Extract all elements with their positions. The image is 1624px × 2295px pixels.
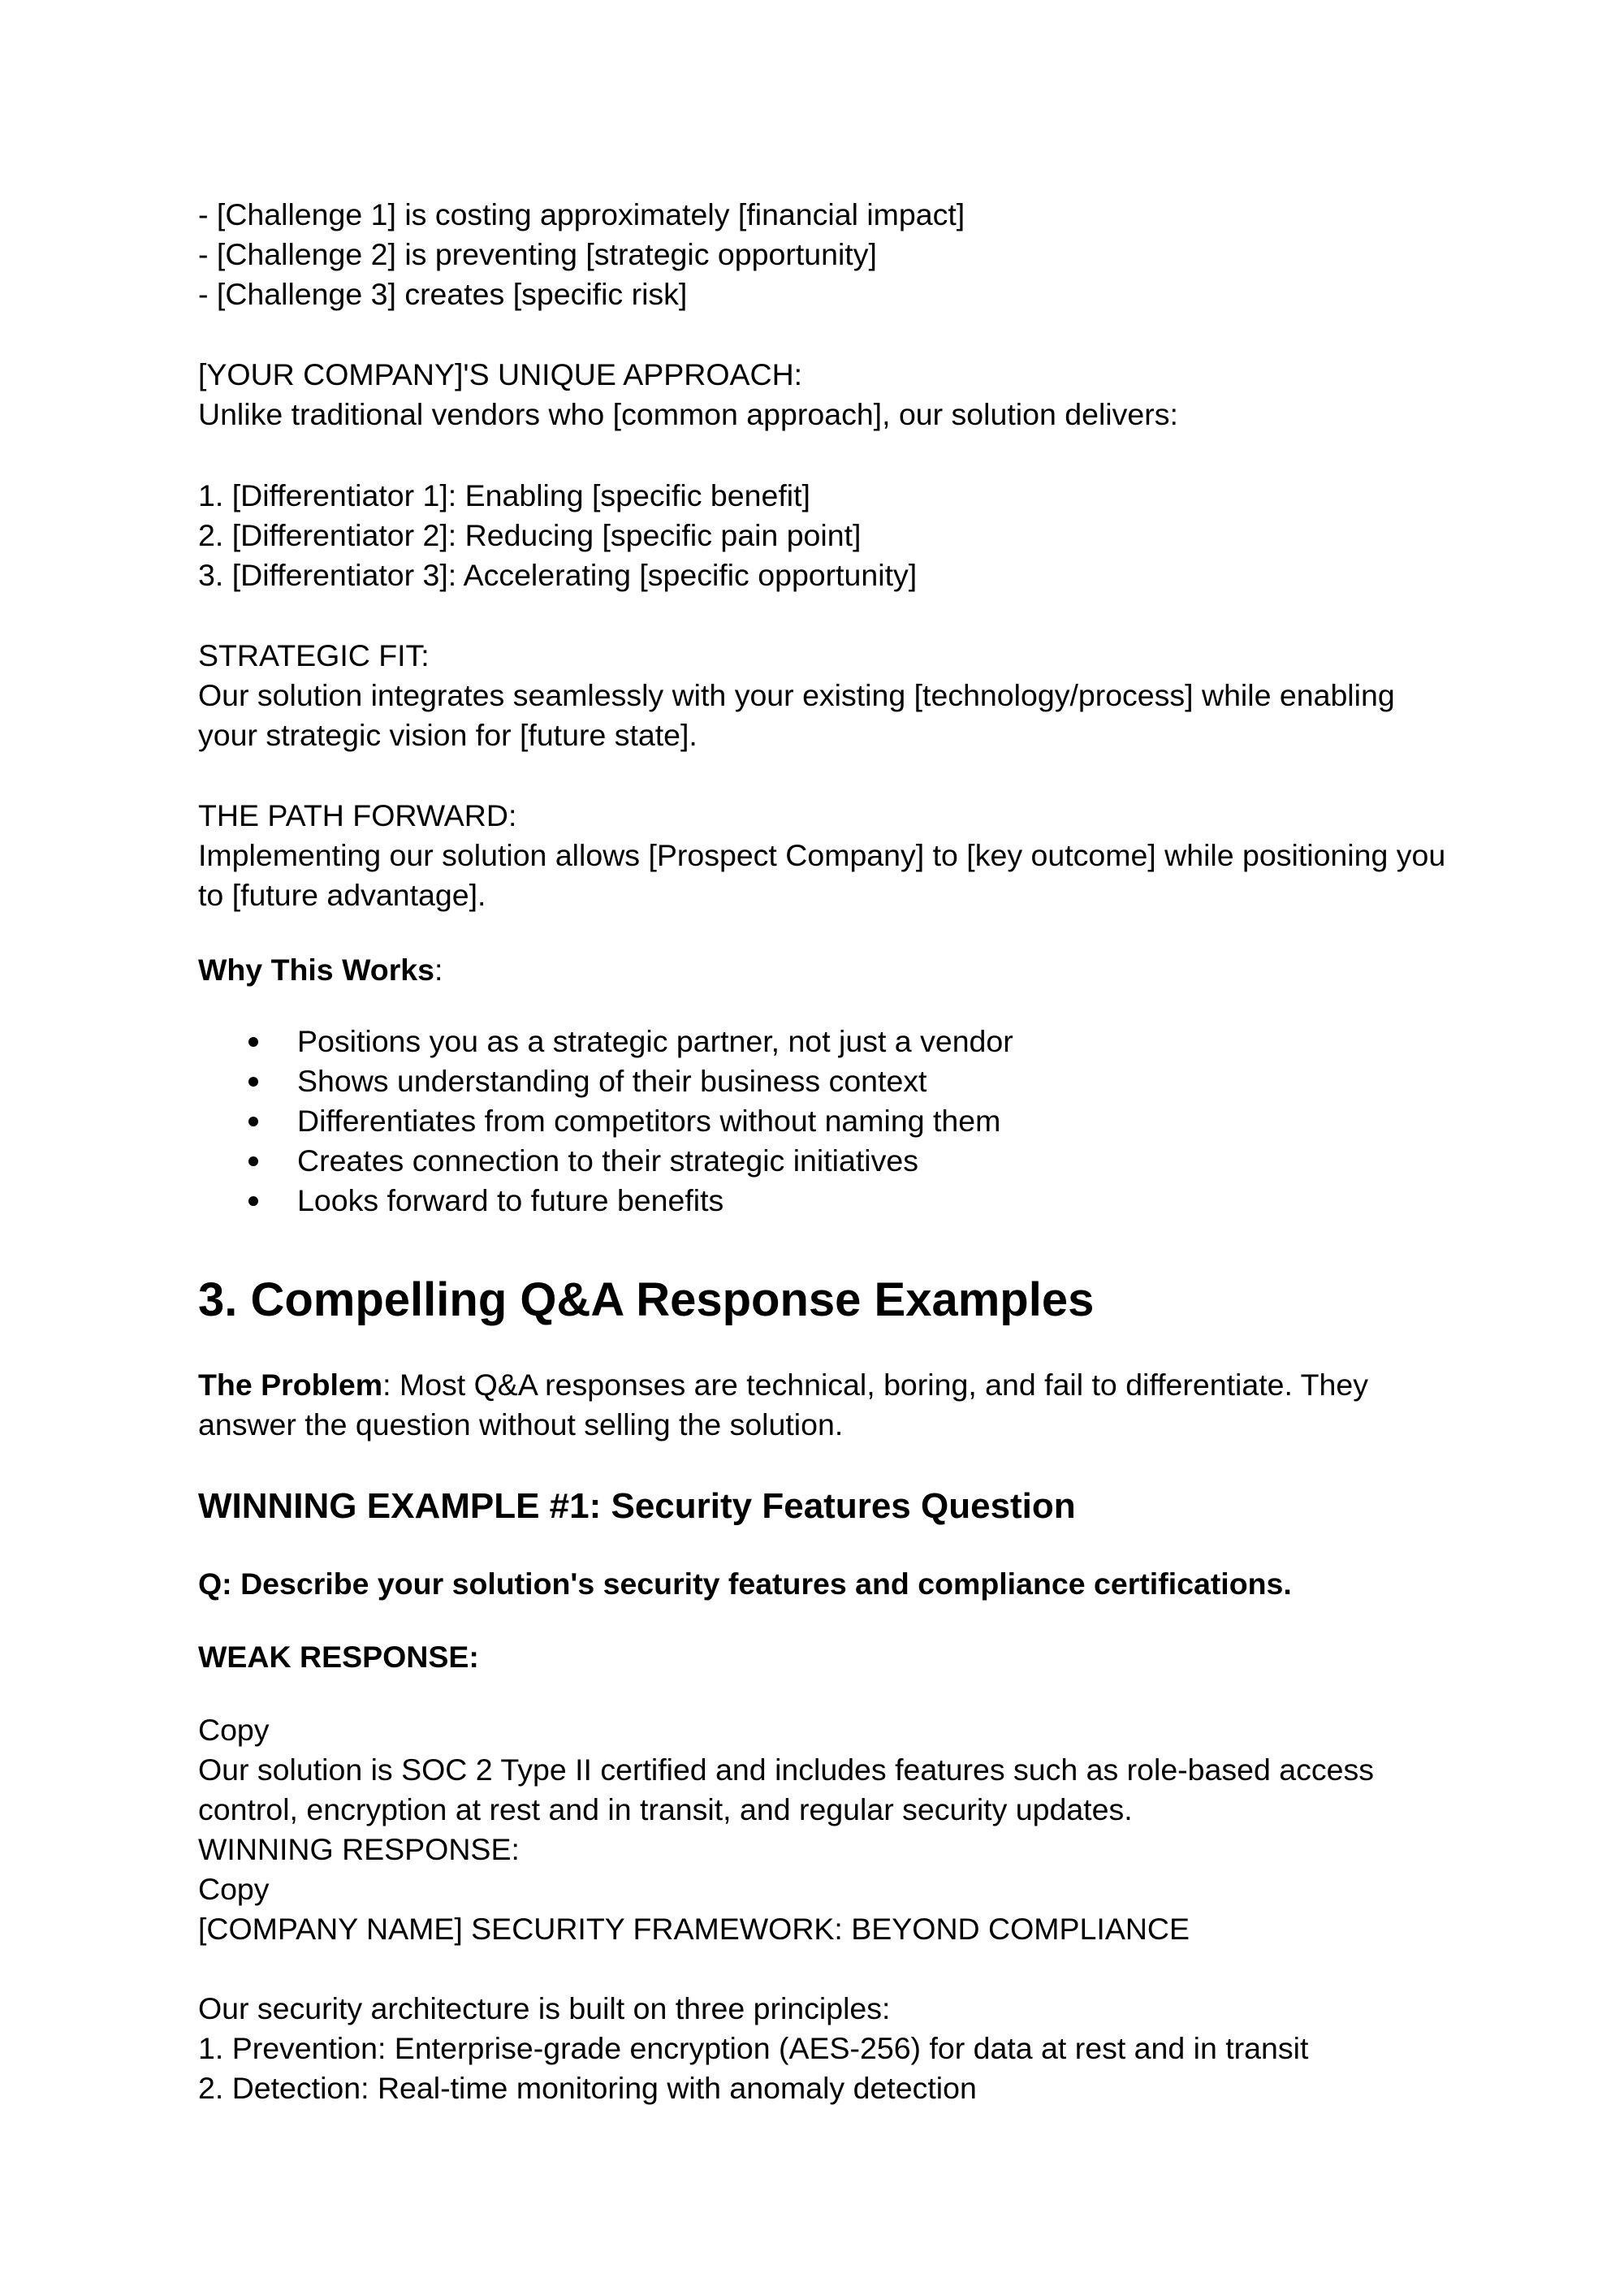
- bullet-icon: [248, 1196, 258, 1206]
- list-item-text: Looks forward to future benefits: [297, 1183, 724, 1217]
- approach-intro: Unlike traditional vendors who [common approach], our solution delivers:: [198, 397, 1178, 431]
- differentiator-item: 3. [Differentiator 3]: Accelerating [specific opportunity]: [198, 558, 918, 592]
- strategic-fit-heading: STRATEGIC FIT:: [198, 638, 430, 672]
- challenge-line: - [Challenge 1] is costing approximately [financial impact]: [198, 197, 965, 231]
- problem-text: : Most Q&A responses are technical, boring, and fail to differentiate. They: [382, 1368, 1369, 1402]
- path-forward-heading: THE PATH FORWARD:: [198, 798, 517, 832]
- list-item: [198, 1141, 1497, 1181]
- list-item-text: Creates connection to their strategic initiatives: [297, 1143, 918, 1178]
- problem-label: The Problem: [198, 1368, 383, 1402]
- principles-intro: Our security architecture is built on three principles:: [198, 1991, 891, 2025]
- differentiator-list: [198, 476, 1497, 595]
- principles-block: [198, 1989, 1497, 2108]
- bullet-icon: [248, 1156, 258, 1166]
- principle-item: 2. Detection: Real-time monitoring with anomaly detection: [198, 2071, 977, 2105]
- responses-block: [198, 1710, 1497, 1949]
- list-item-text: Differentiates from competitors without naming them: [297, 1104, 1001, 1138]
- list-item-text: Shows understanding of their business context: [297, 1064, 927, 1098]
- list-item: [198, 1101, 1497, 1141]
- why-label: Why This Works: [198, 953, 435, 987]
- differentiator-item: 1. [Differentiator 1]: Enabling [specific benefit]: [198, 478, 810, 512]
- principle-item: 1. Prevention: Enterprise-grade encryption (AES-256) for data at rest and in transit: [198, 2031, 1309, 2065]
- framework-line: [COMPANY NAME] SECURITY FRAMEWORK: BEYOND COMPLIANCE: [198, 1912, 1190, 1946]
- example-1-title: WINNING EXAMPLE #1: Security Features Question: [198, 1486, 1076, 1526]
- strategic-fit-line: your strategic vision for [future state].: [198, 718, 698, 752]
- problem-paragraph: [198, 1365, 1497, 1445]
- approach-heading: [YOUR COMPANY]'S UNIQUE APPROACH:: [198, 357, 803, 391]
- path-forward-line: Implementing our solution allows [Prospect Company] to [key outcome] while positioning you: [198, 838, 1446, 872]
- section-3-title: 3. Compelling Q&A Response Examples: [198, 1273, 1095, 1326]
- path-forward-line: to [future advantage].: [198, 878, 486, 912]
- winning-response-label: WINNING RESPONSE:: [198, 1832, 520, 1866]
- path-forward-section: [198, 796, 1497, 915]
- approach-section: [198, 355, 1497, 434]
- weak-response-line: control, encryption at rest and in transit, and regular security updates.: [198, 1792, 1133, 1826]
- challenge-line: - [Challenge 2] is preventing [strategic opportunity]: [198, 237, 877, 271]
- strategic-fit-section: [198, 636, 1497, 755]
- challenges-list: [198, 195, 1497, 314]
- why-suffix: :: [434, 953, 443, 987]
- example-1-question: Q: Describe your solution's security features and compliance certifications.: [198, 1567, 1292, 1601]
- list-item: [198, 1022, 1497, 1061]
- weak-response-line: Our solution is SOC 2 Type II certified and includes features such as role-based access: [198, 1753, 1374, 1787]
- list-item: [198, 1061, 1497, 1101]
- strategic-fit-line: Our solution integrates seamlessly with your existing [technology/process] while enabling: [198, 678, 1395, 712]
- why-this-works-heading: [198, 950, 1497, 990]
- copy-label[interactable]: Copy: [198, 1872, 270, 1906]
- why-this-works-list: [198, 1022, 1497, 1221]
- copy-label[interactable]: Copy: [198, 1713, 270, 1747]
- challenge-line: - [Challenge 3] creates [specific risk]: [198, 277, 688, 311]
- bullet-icon: [248, 1037, 258, 1047]
- differentiator-item: 2. [Differentiator 2]: Reducing [specific pain point]: [198, 518, 862, 552]
- list-item: [198, 1181, 1497, 1221]
- problem-text-line2: answer the question without selling the solution.: [198, 1407, 844, 1441]
- bullet-icon: [248, 1117, 258, 1126]
- weak-response-label: WEAK RESPONSE:: [198, 1640, 479, 1674]
- bullet-icon: [248, 1077, 258, 1087]
- list-item-text: Positions you as a strategic partner, not just a vendor: [297, 1024, 1013, 1058]
